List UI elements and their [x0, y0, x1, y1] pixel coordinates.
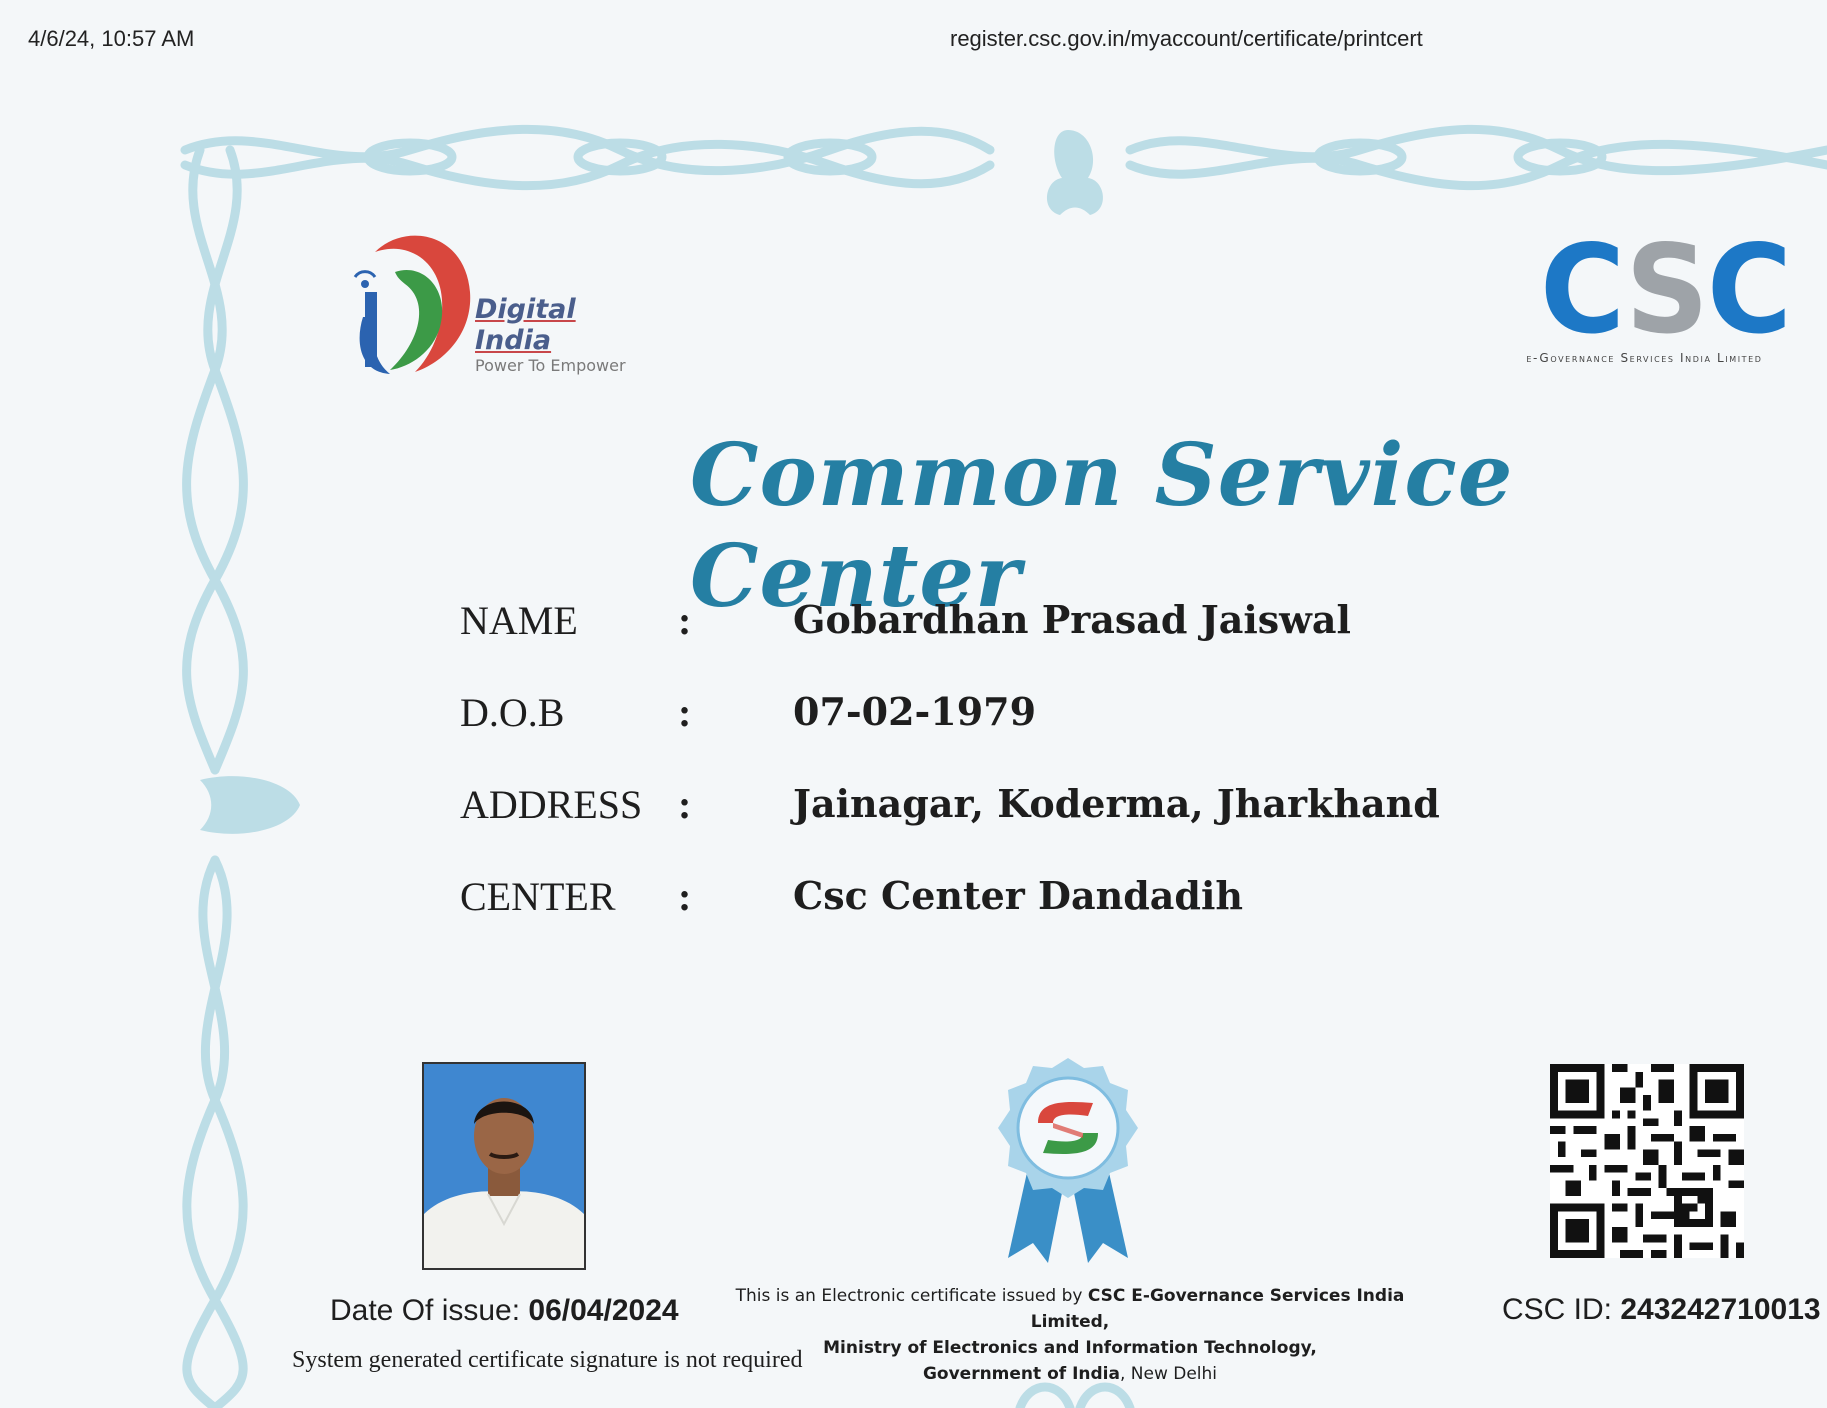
issuer-note-location: , New Delhi: [1119, 1364, 1218, 1384]
print-datetime: 4/6/24, 10:57 AM: [28, 26, 195, 51]
issuer-note-govt: Government of India: [922, 1364, 1120, 1384]
csc-letter-c2: C: [1706, 219, 1791, 361]
digital-india-title: Digital India: [475, 294, 576, 356]
issuer-note-ministry: Ministry of Electronics and Information Technology,: [823, 1338, 1317, 1358]
qr-code: [1550, 1064, 1744, 1258]
name-colon: :: [678, 598, 692, 643]
csc-letter-s: S: [1625, 219, 1707, 361]
name-label: NAME: [460, 598, 578, 643]
issuer-note: [700, 1283, 1440, 1387]
address-label: ADDRESS: [460, 782, 643, 827]
address-value: Jainagar, Koderma, Jharkhand: [793, 781, 1440, 826]
center-value: Csc Center Dandadih: [793, 873, 1244, 918]
csc-letter-c1: C: [1540, 219, 1626, 361]
certificate-title: Common Service Center: [690, 425, 1514, 627]
csc-logo-subtitle: e-Governance Services India Limited: [1526, 351, 1763, 365]
center-label: CENTER: [460, 874, 616, 919]
csc-award-seal-icon: [988, 1058, 1148, 1268]
print-url: register.csc.gov.in/myaccount/certificate/printcert: [950, 26, 1423, 51]
center-colon: :: [678, 874, 692, 919]
csc-id-value: 243242710013: [1620, 1293, 1821, 1326]
digital-india-tagline: Power To Empower: [475, 356, 626, 375]
address-colon: :: [678, 782, 692, 827]
holder-photo: [422, 1062, 586, 1270]
date-of-issue-label: Date Of issue:: [330, 1294, 521, 1327]
digital-india-logo: [335, 222, 655, 382]
date-of-issue-value: 06/04/2024: [528, 1294, 679, 1327]
dob-value: 07-02-1979: [793, 689, 1037, 734]
digital-india-mark-icon: [335, 222, 475, 382]
issuer-note-org: CSC E-Governance Services India Limited,: [1030, 1286, 1405, 1332]
person-photo-icon: [424, 1064, 584, 1268]
csc-logo: [1472, 219, 1817, 376]
csc-id-label: CSC ID:: [1502, 1293, 1613, 1326]
name-value: Gobardhan Prasad Jaiswal: [793, 597, 1351, 642]
dob-colon: :: [678, 690, 692, 735]
csc-id: [1502, 1293, 1821, 1327]
signature-note: System generated certificate signature is not required: [292, 1347, 803, 1373]
dob-label: D.O.B: [460, 690, 565, 735]
issuer-note-prefix: This is an Electronic certificate issued by: [735, 1286, 1088, 1306]
date-of-issue: [330, 1294, 679, 1328]
